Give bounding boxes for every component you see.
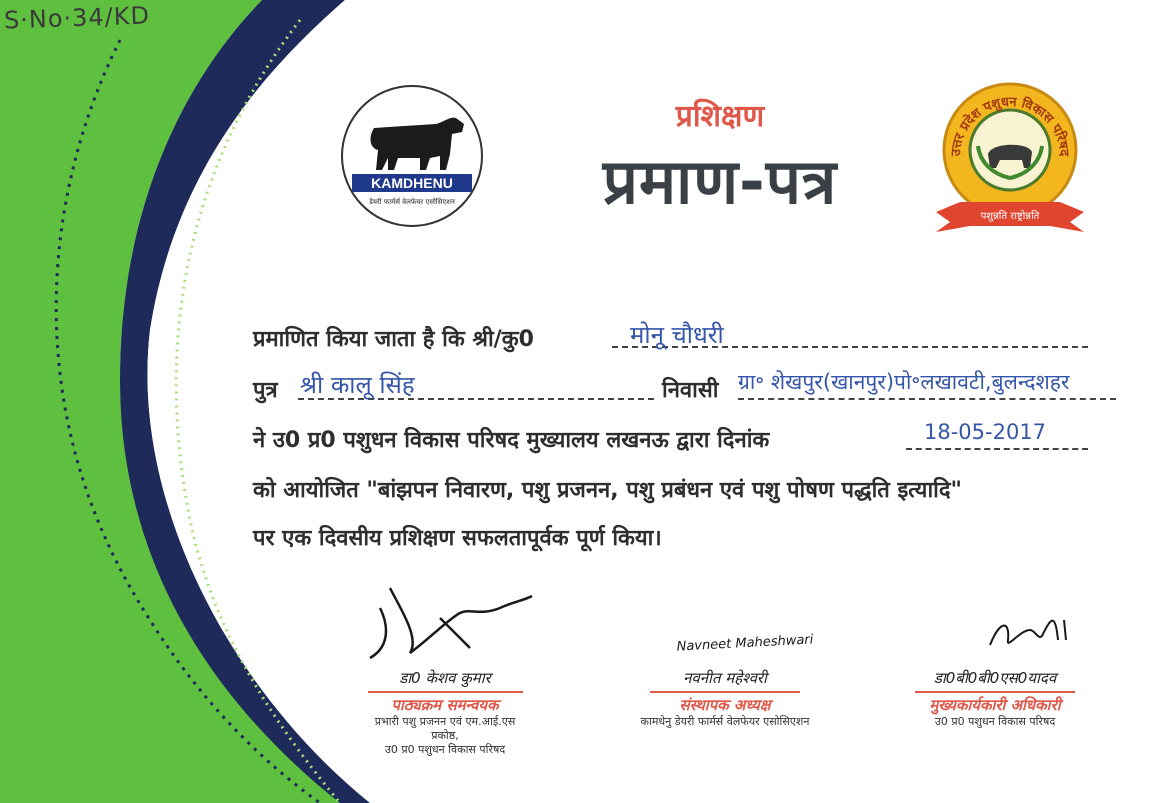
kamdhenu-tagline: डेयरी फार्मर्स वेलफेयर एसोसिएशन xyxy=(369,198,455,206)
line2-prefix: पुत्र xyxy=(253,378,278,403)
signatory-1-name: डा0 केशव कुमार xyxy=(399,669,491,687)
up-council-logo xyxy=(930,76,1090,236)
signature-mark-1 xyxy=(360,578,540,668)
residence-dash xyxy=(738,398,1116,400)
line5: पर एक दिवसीय प्रशिक्षण सफलतापूर्वक पूर्ण किया। xyxy=(253,526,662,551)
kamdhenu-name: KAMDHENU xyxy=(371,175,453,191)
trainee-name: मोनू चौधरी xyxy=(630,321,724,349)
father-name: श्री कालू सिंह xyxy=(300,371,415,399)
serial-number: S·No·34/KD xyxy=(3,1,151,35)
signatory-1 xyxy=(360,668,530,757)
line1-prefix: प्रमाणित किया जाता है कि श्री/कु0 xyxy=(253,327,534,352)
signatory-1-role: पाठ्यक्रम समन्वयक xyxy=(391,696,499,714)
residence-label: निवासी xyxy=(662,378,719,403)
date-dash xyxy=(906,448,1088,450)
council-arc-text: उत्तर प्रदेश पशुधन विकास परिषद xyxy=(948,94,1072,157)
signatory-3-name: डा0बी0बी0एस0यादव xyxy=(933,669,1057,687)
signatory-3-org-line1: उ0 प्र0 पशुधन विकास परिषद xyxy=(934,715,1056,728)
signatory-1-org-line2: उ0 प्र0 पशुधन विकास परिषद xyxy=(384,743,506,756)
council-ribbon-text: पशुन्नति राष्ट्रोन्नति xyxy=(980,211,1040,222)
training-date: 18-05-2017 xyxy=(924,420,1047,444)
signatory-1-org-line1: प्रभारी पशु प्रजनन एवं एम.आई.एस प्रकोष्ठ, xyxy=(374,715,516,742)
signatory-2-org-line1: कामधेनु डेयरी फार्मर्स वेलफेयर एसोसिएशन xyxy=(640,715,810,728)
signatory-2-role: संस्थापक अध्यक्ष xyxy=(679,696,771,714)
line4: को आयोजित "बांझपन निवारण, पशु प्रजनन, पशु प्रबंधन एवं पशु पोषण पद्धति इत्यादि" xyxy=(253,478,962,503)
kamdhenu-logo xyxy=(340,84,484,228)
signature-mark-3 xyxy=(980,600,1080,660)
signatory-2-name: नवनीत महेश्वरी xyxy=(683,669,767,687)
line3-prefix: ने उ0 प्र0 पशुधन विकास परिषद मुख्यालय लखनऊ द्वारा दिनांक xyxy=(253,428,770,453)
residence: ग्रा॰ शेखपुर(खानपुर)पो॰लखावटी,बुलन्दशहर xyxy=(738,370,1070,394)
signatory-3-role: मुख्यकार्यकारी अधिकारी xyxy=(929,696,1061,714)
certificate-subtitle: प्रशिक्षण xyxy=(675,99,765,134)
signatory-2 xyxy=(640,668,810,729)
certificate-title: प्रमाण-पत्र xyxy=(602,145,838,218)
signatory-3 xyxy=(910,668,1080,729)
signature-mark-2: Navneet Maheshwari xyxy=(676,632,814,655)
